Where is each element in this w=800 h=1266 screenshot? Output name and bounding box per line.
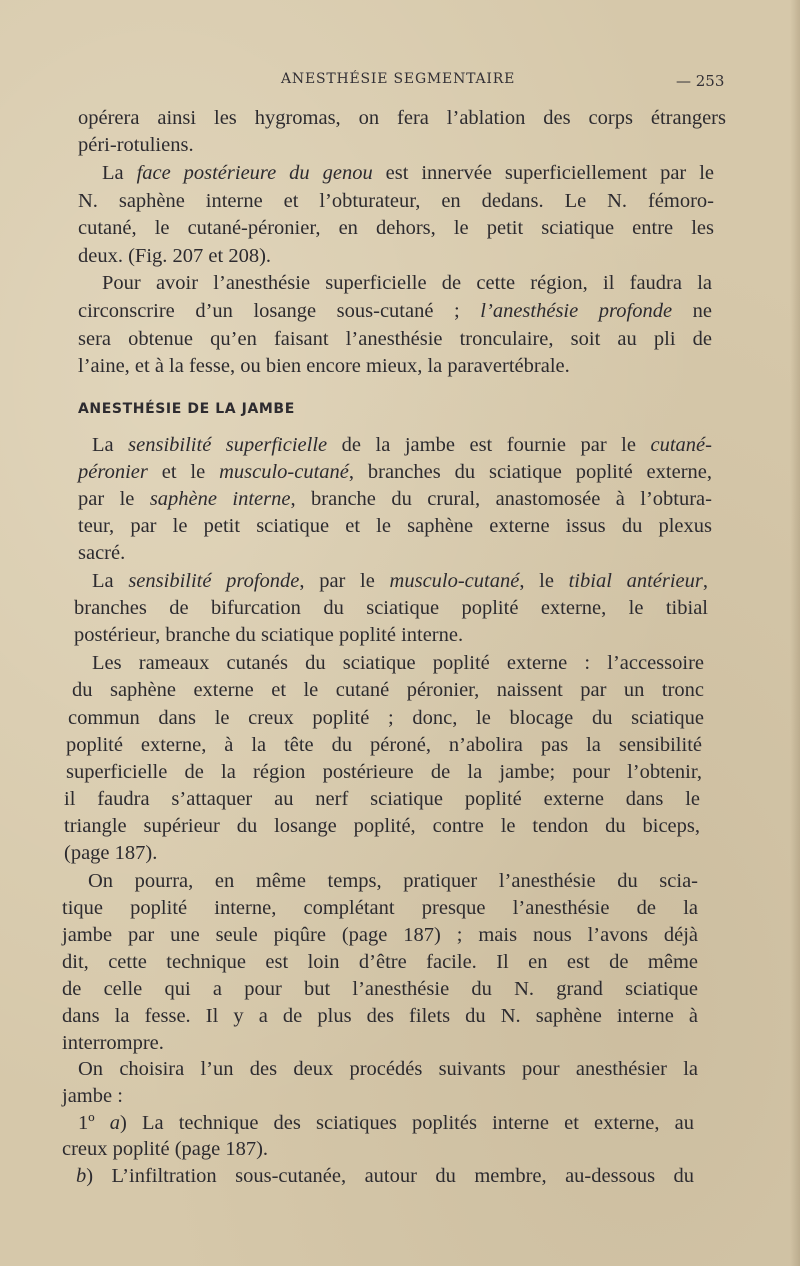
text-line: Les rameaux cutanés du sciatique poplité externe : l’accessoire xyxy=(92,652,704,674)
text-line: branches de bifurcation du sciatique poplité externe, le tibial xyxy=(74,597,708,619)
text-line: jambe par une seule piqûre (page 187) ; mais nous l’avons déjà xyxy=(62,924,698,946)
text-line: circonscrire d’un losange sous-cutané ; l’anesthésie profonde ne xyxy=(78,300,712,322)
text-line: sacré. xyxy=(78,542,126,564)
text-line: On pourra, en même temps, pratiquer l’anesthésie du scia- xyxy=(88,870,698,892)
text-line: poplité externe, à la tête du péroné, n’abolira pas la sensibilité xyxy=(66,734,702,756)
text-line: cutané, le cutané-péronier, en dehors, le petit sciatique entre les xyxy=(78,217,714,239)
running-title: ANESTHÉSIE SEGMENTAIRE xyxy=(281,71,516,87)
text-line: interrompre. xyxy=(62,1032,164,1054)
text-line: Pour avoir l’anesthésie superficielle de cette région, il faudra la xyxy=(102,272,712,294)
text-line: creux poplité (page 187). xyxy=(62,1138,269,1160)
text-line: postérieur, branche du sciatique poplité interne. xyxy=(74,624,464,646)
text-line: teur, par le petit sciatique et le saphène externe issus du plexus xyxy=(78,515,712,537)
text-line: La sensibilité superficielle de la jambe est fournie par le cutané- xyxy=(92,434,712,456)
text-line: triangle supérieur du losange poplité, contre le tendon du biceps, xyxy=(64,815,700,837)
text-line: La sensibilité profonde, par le musculo-cutané, le tibial antérieur, xyxy=(92,570,708,592)
text-line: sera obtenue qu’en faisant l’anesthésie tronculaire, soit au pli de xyxy=(78,328,712,350)
text-line: opérera ainsi les hygromas, on fera l’ablation des corps étrangers xyxy=(78,107,726,129)
text-line: On choisira l’un des deux procédés suivants pour anesthésier la xyxy=(78,1058,698,1080)
text-line: superficielle de la région postérieure de la jambe; pour l’obtenir, xyxy=(66,761,702,783)
page-edge-shadow xyxy=(790,0,800,1266)
text-line: péri-rotuliens. xyxy=(78,134,194,156)
text-line: deux. (Fig. 207 et 208). xyxy=(78,245,272,267)
text-line: commun dans le creux poplité ; donc, le blocage du sciatique xyxy=(68,707,704,729)
running-head xyxy=(0,71,800,95)
text-line: du saphène externe et le cutané péronier, naissent par un tronc xyxy=(72,679,704,701)
text-line: par le saphène interne, branche du crural, anastomosée à l’obtura- xyxy=(78,488,712,510)
text-line: de celle qui a pour but l’anesthésie du N. grand sciatique xyxy=(62,978,698,1000)
text-line: l’aine, et à la fesse, ou bien encore mieux, la paravertébrale. xyxy=(78,355,570,377)
text-line: (page 187). xyxy=(64,842,158,864)
text-line: N. saphène interne et l’obturateur, en dedans. Le N. fémoro- xyxy=(78,190,714,212)
text-line: 1º a) La technique des sciatiques poplités interne et externe, au xyxy=(78,1112,694,1134)
text-line: dit, cette technique est loin d’être facile. Il en est de même xyxy=(62,951,698,973)
section-title: ANESTHÉSIE DE LA JAMBE xyxy=(78,401,295,417)
text-line: dans la fesse. Il y a de plus des filets du N. saphène interne à xyxy=(62,1005,698,1027)
text-line: péronier et le musculo-cutané, branches du sciatique poplité externe, xyxy=(78,461,712,483)
text-line: il faudra s’attaquer au nerf sciatique poplité externe dans le xyxy=(64,788,700,810)
text-line: jambe : xyxy=(62,1085,123,1107)
text-line: b) L’infiltration sous-cutanée, autour du membre, au-dessous du xyxy=(76,1165,694,1187)
page-number: — 253 xyxy=(676,72,725,90)
text-line: tique poplité interne, complétant presque l’anesthésie de la xyxy=(62,897,698,919)
text-line: La face postérieure du genou est innervée superficiellement par le xyxy=(102,162,714,184)
